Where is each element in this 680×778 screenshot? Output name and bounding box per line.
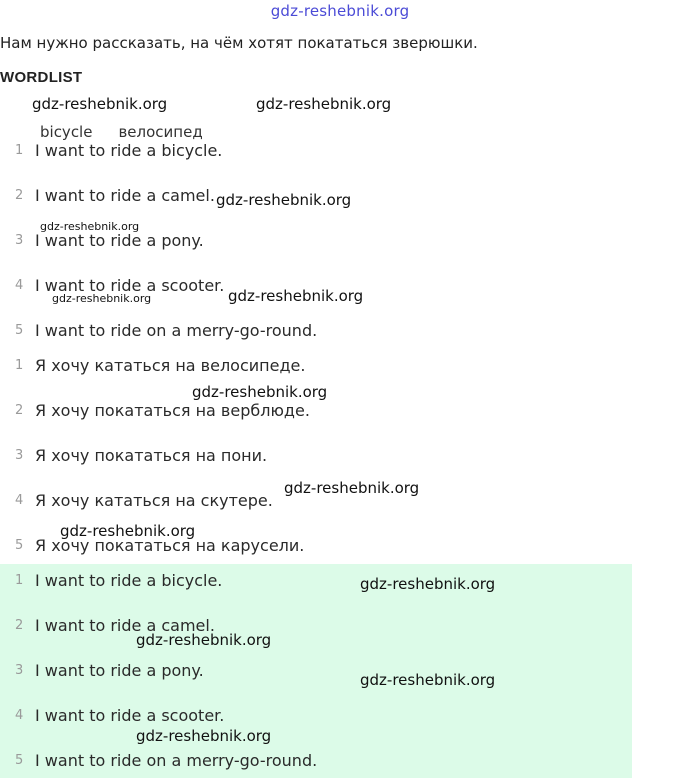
item-number: 1 bbox=[15, 573, 24, 588]
item-text: Я хочу кататься на скутере. bbox=[35, 491, 273, 510]
item-number: 3 bbox=[15, 663, 24, 678]
site-header-watermark: gdz-reshebnik.org bbox=[270, 2, 410, 20]
watermark: gdz-reshebnik.org bbox=[360, 575, 496, 593]
watermark: gdz-reshebnik.org bbox=[60, 522, 196, 540]
wordlist-words-clipped bbox=[40, 121, 203, 141]
task-instruction: Нам нужно рассказать, на чём хотят покататься зверюшки. bbox=[0, 34, 478, 52]
watermark: gdz-reshebnik.org bbox=[52, 292, 152, 305]
item-text: Я хочу кататься на велосипеде. bbox=[35, 356, 306, 375]
item-text: I want to ride a bicycle. bbox=[35, 141, 223, 160]
item-number: 4 bbox=[15, 708, 24, 723]
watermark: gdz-reshebnik.org bbox=[32, 95, 168, 113]
watermark: gdz-reshebnik.org bbox=[216, 191, 352, 209]
item-number: 2 bbox=[15, 403, 24, 418]
watermark: gdz-reshebnik.org bbox=[192, 383, 328, 401]
item-number: 3 bbox=[15, 233, 24, 248]
item-number: 5 bbox=[15, 753, 24, 768]
item-number: 1 bbox=[15, 143, 24, 158]
item-number: 4 bbox=[15, 493, 24, 508]
item-number: 5 bbox=[15, 538, 24, 553]
watermark: gdz-reshebnik.org bbox=[136, 631, 272, 649]
item-text: Я хочу покататься на пони. bbox=[35, 446, 268, 465]
item-number: 5 bbox=[15, 323, 24, 338]
watermark: gdz-reshebnik.org bbox=[284, 479, 420, 497]
item-number: 4 bbox=[15, 278, 24, 293]
item-text: I want to ride a pony. bbox=[35, 231, 204, 250]
item-text: I want to ride on a merry-go-round. bbox=[35, 751, 318, 770]
watermark: gdz-reshebnik.org bbox=[228, 287, 364, 305]
item-text: I want to ride a bicycle. bbox=[35, 571, 223, 590]
item-text: I want to ride a scooter. bbox=[35, 706, 225, 725]
item-number: 2 bbox=[15, 188, 24, 203]
watermark: gdz-reshebnik.org bbox=[40, 220, 140, 233]
wordlist-heading: WORDLIST bbox=[0, 69, 83, 86]
item-text: Я хочу покататься на карусели. bbox=[35, 536, 305, 555]
watermark: gdz-reshebnik.org bbox=[360, 671, 496, 689]
wordlist-word-english: bicycle bbox=[40, 123, 93, 141]
item-number: 2 bbox=[15, 618, 24, 633]
item-number: 1 bbox=[15, 358, 24, 373]
item-text: I want to ride a camel. bbox=[35, 616, 215, 635]
item-text: I want to ride a pony. bbox=[35, 661, 204, 680]
item-text: Я хочу покататься на верблюде. bbox=[35, 401, 310, 420]
item-number: 3 bbox=[15, 448, 24, 463]
watermark: gdz-reshebnik.org bbox=[136, 727, 272, 745]
item-text: I want to ride on a merry-go-round. bbox=[35, 321, 318, 340]
item-text: I want to ride a camel. bbox=[35, 186, 215, 205]
item-text: I want to ride a scooter. bbox=[35, 276, 225, 295]
watermark: gdz-reshebnik.org bbox=[256, 95, 392, 113]
wordlist-word-russian: велосипед bbox=[118, 123, 203, 141]
